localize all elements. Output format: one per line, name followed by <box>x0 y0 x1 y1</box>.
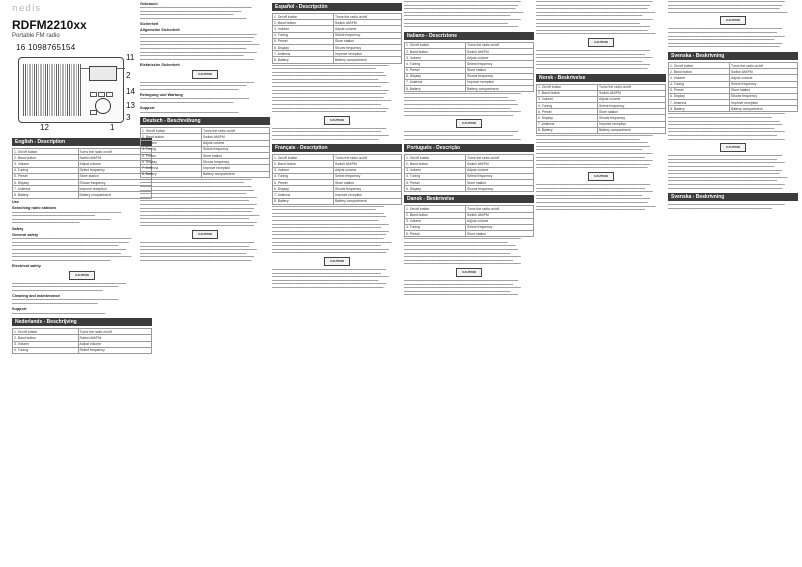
table-row: 7. Antenna Improve reception <box>273 51 402 57</box>
text-lines: ▬▬▬▬▬▬▬▬▬▬▬▬▬▬▬▬▬▬▬▬▬▬▬▬▬▬▬▬▬▬▬▬▬▬▬▬▬▬▬▬▬▬▬ ▬▬▬▬▬▬▬▬▬▬▬▬▬▬▬▬▬▬▬▬▬▬▬▬▬▬▬▬▬▬▬▬▬▬▬▬▬▬▬▬ ▬▬▬▬▬▬▬▬▬▬▬▬▬▬▬▬▬▬▬▬▬▬▬▬▬▬▬▬▬▬▬▬▬▬▬▬▬▬▬▬▬▬▬ ▬▬▬▬▬▬▬▬▬▬▬▬▬▬▬▬▬▬▬▬▬▬▬▬▬▬▬▬▬▬▬▬▬▬▬▬▬▬▬▬▬▬▬▬ ▬▬▬▬▬▬▬▬▬▬▬▬▬▬▬▬▬▬▬▬▬▬▬▬▬▬▬▬▬▬▬▬▬▬▬▬▬▬▬▬▬ ▬▬▬▬▬▬▬▬▬▬▬▬▬▬▬▬▬▬▬▬▬▬▬▬▬▬▬▬▬▬▬▬▬▬▬▬▬▬▬▬▬▬▬▬▬ ▬▬▬▬▬▬▬▬▬▬▬▬▬▬▬▬▬▬▬▬▬▬▬▬▬▬▬▬▬▬▬▬▬▬▬▬▬▬▬▬▬▬ ▬▬▬▬▬▬▬▬▬▬▬▬▬▬▬▬▬▬▬▬▬▬▬▬▬▬▬▬▬▬▬▬▬▬▬▬▬▬▬▬▬▬▬▬▬ ▬▬▬▬▬▬▬▬▬▬▬▬▬▬▬▬▬▬▬▬▬▬▬▬▬▬▬▬▬▬▬▬▬▬▬▬▬▬▬▬▬▬▬▬ ▬▬▬▬▬▬▬▬▬▬▬▬▬▬▬▬▬▬▬▬▬▬▬▬▬▬▬▬▬▬▬▬▬▬▬▬▬▬▬▬▬▬▬ ▬▬▬▬▬▬▬▬▬▬▬▬▬▬▬▬▬▬▬▬▬▬▬▬▬▬▬▬▬▬▬▬▬▬▬▬▬▬▬▬▬▬▬▬▬▬ ▬▬▬▬▬▬▬▬▬▬▬▬▬▬▬▬▬▬▬▬▬▬▬▬▬▬▬▬▬▬▬▬▬▬▬▬▬▬▬▬▬▬ ▬▬▬▬▬▬▬▬▬▬▬▬▬▬▬▬▬▬▬▬▬▬▬▬▬▬▬▬▬▬▬▬▬▬▬▬▬▬▬▬▬▬▬▬▬ ▬▬▬▬▬▬▬▬▬▬▬▬▬▬▬▬▬▬▬▬▬▬▬▬▬▬▬▬▬▬▬▬▬▬▬▬▬▬▬▬▬▬▬▬ <box>140 177 260 228</box>
table-row: 3. Volume Adjust volume <box>273 26 402 32</box>
caution-label: CAUTION <box>588 172 614 181</box>
spec-table-nl <box>12 328 152 354</box>
table-row: 1. On/off button Turns the radio on/off <box>273 14 402 20</box>
table-row: 3. Volume Adjust volume <box>273 167 402 173</box>
table-row: 3. Volume Adjust volume <box>405 55 534 61</box>
column-6 <box>668 0 798 567</box>
spec-table-es <box>272 13 402 64</box>
text-lines: ▬▬▬▬▬▬▬▬▬▬▬▬▬▬▬▬▬▬▬▬▬▬▬▬▬▬▬▬▬▬▬▬▬▬▬▬▬▬▬▬▬▬▬▬ ▬▬▬▬▬▬▬▬▬▬▬▬▬▬▬▬▬▬▬▬▬▬▬▬▬▬▬▬▬▬▬▬▬▬▬▬▬▬▬▬▬▬ ▬▬▬▬▬▬▬▬▬▬▬▬▬▬▬▬▬▬▬▬▬▬▬▬▬▬▬▬▬▬▬▬▬▬▬▬▬▬▬▬▬▬▬▬▬ ▬▬▬▬▬▬▬▬▬▬▬▬▬▬▬▬▬▬▬▬▬▬▬▬▬▬▬▬▬▬▬▬▬▬▬▬▬▬▬▬▬ ▬▬▬▬▬▬▬▬▬▬▬▬▬▬▬▬▬▬▬▬▬▬▬▬▬▬▬▬▬▬▬▬▬▬▬▬▬▬▬▬▬▬▬▬ ▬▬▬▬▬▬▬▬▬▬▬▬▬▬▬▬▬▬▬▬▬▬▬▬▬▬▬▬▬▬▬▬▬▬▬▬▬▬▬▬▬▬▬ ▬▬▬▬▬▬▬▬▬▬▬▬▬▬▬▬▬▬▬▬▬▬▬▬▬▬▬▬▬▬▬▬▬▬▬▬▬▬▬▬▬▬▬▬▬▬ ▬▬▬▬▬▬▬▬▬▬▬▬▬▬▬▬▬▬▬▬▬▬▬▬▬▬▬▬▬▬▬▬▬▬▬▬▬▬▬▬▬▬ ▬▬▬▬▬▬▬▬▬▬▬▬▬▬▬▬▬▬▬▬▬▬▬▬▬▬▬▬▬▬▬▬▬▬▬▬▬▬▬▬▬▬▬▬▬ ▬▬▬▬▬▬▬▬▬▬▬▬▬▬▬▬▬▬▬▬▬▬▬▬▬▬▬▬▬▬▬▬▬▬▬▬▬▬▬▬▬▬▬▬ <box>668 154 788 190</box>
heading-cleaning: Cleaning and maintenance <box>12 293 61 298</box>
callout-2: 2 <box>126 71 131 80</box>
table-row: 3. Volume Adjust volume <box>13 341 152 347</box>
callout-11: 11 <box>126 53 135 62</box>
caution-label: CAUTION <box>720 16 746 25</box>
table-row: 8. Battery Battery compartment <box>669 106 798 112</box>
table-row: 6. Display Shows frequency <box>273 186 402 192</box>
table-row: 4. Tuning Select frequency <box>141 146 270 152</box>
text-lines: ▬▬▬▬▬▬▬▬▬▬▬▬▬▬▬▬▬▬▬▬▬▬▬▬▬▬▬▬▬▬▬▬▬▬▬▬▬▬▬▬▬▬▬▬ ▬▬▬▬▬▬▬▬▬▬▬▬▬▬▬▬▬▬▬▬▬▬▬▬▬▬▬▬▬▬▬▬▬▬▬▬▬▬▬▬▬▬ ▬▬▬▬▬▬▬▬▬▬▬▬▬▬▬▬▬▬▬▬▬▬▬▬▬▬▬▬▬▬▬▬▬▬▬▬▬▬▬▬▬▬▬▬▬ ▬▬▬▬▬▬▬▬▬▬▬▬▬▬▬▬▬▬▬▬▬▬▬▬▬▬▬▬▬▬▬▬▬▬▬▬▬▬▬▬▬ ▬▬▬▬▬▬▬▬▬▬▬▬▬▬▬▬▬▬▬▬▬▬▬▬▬▬▬▬▬▬▬▬▬▬▬▬▬▬▬▬▬▬▬▬ <box>404 279 521 297</box>
caution-label: CAUTION <box>192 70 218 79</box>
table-row: 2. Band button Switch AM/FM <box>669 69 798 75</box>
section-header-es: Español - Descripción <box>272 3 402 11</box>
radio-body <box>18 57 124 123</box>
text-lines: ▬▬▬▬▬▬▬▬▬▬▬▬▬▬▬▬▬▬▬▬▬▬▬▬▬▬▬▬▬▬▬▬▬▬▬▬▬▬▬▬▬▬▬▬ ▬▬▬▬▬▬▬▬▬▬▬▬▬▬▬▬▬▬▬▬▬▬▬▬▬▬▬▬▬▬▬▬▬▬▬▬▬▬▬▬▬ ▬▬▬▬▬▬▬▬▬▬▬▬▬▬▬▬▬▬▬▬▬▬▬▬▬▬▬▬▬▬▬▬▬▬▬ <box>12 281 127 292</box>
text-lines: ▬▬▬▬▬▬▬▬▬▬▬▬▬▬▬▬▬▬▬▬▬▬▬▬▬▬▬▬▬▬▬▬▬▬▬▬▬▬▬▬▬▬▬▬ ▬▬▬▬▬▬▬▬▬▬▬▬▬▬▬▬▬▬▬▬▬▬▬▬▬▬▬▬▬▬▬▬▬▬▬▬▬▬▬▬▬▬ ▬▬▬▬▬▬▬▬▬▬▬▬▬▬▬▬▬▬▬▬▬▬▬▬▬▬▬▬▬▬▬▬▬▬▬▬▬▬▬▬▬▬▬▬▬ ▬▬▬▬▬▬▬▬▬▬▬▬▬▬▬▬▬▬▬▬▬▬▬▬▬▬▬▬▬▬▬▬▬▬▬▬▬▬▬▬▬ ▬▬▬▬▬▬▬▬▬▬▬▬▬▬▬▬▬▬▬▬▬▬▬▬▬▬▬▬▬▬▬▬▬▬▬▬▬▬▬▬▬▬▬▬ ▬▬▬▬▬▬▬▬▬▬▬▬▬▬▬▬▬▬▬▬▬▬▬▬▬▬▬▬▬▬▬▬▬▬▬▬▬▬▬▬▬▬▬ ▬▬▬▬▬▬▬▬▬▬▬▬▬▬▬▬▬▬▬▬▬▬▬▬▬▬▬▬▬▬▬▬▬▬▬▬▬▬▬▬▬▬▬▬▬▬ ▬▬▬▬▬▬▬▬▬▬▬▬▬▬▬▬▬▬▬▬▬▬▬▬▬▬▬▬▬▬▬▬▬▬▬▬▬▬▬▬▬▬ <box>536 182 656 212</box>
table-row: 6. Display Shows frequency <box>273 44 402 50</box>
caution-label: CAUTION <box>456 119 482 128</box>
table-row: 2. Band button Switch AM/FM <box>141 134 270 140</box>
section-header-dk: Dansk - Beskrivelse <box>404 195 534 203</box>
table-row: 1. On/off button Turns the radio on/off <box>13 149 152 155</box>
caution-label: CAUTION <box>192 230 218 239</box>
table-row: 6. Display Shows frequency <box>13 179 152 185</box>
table-row: 3. Volume Adjust volume <box>141 140 270 146</box>
radio-button <box>98 92 105 97</box>
table-row: 2. Band button Switch AM/FM <box>405 161 534 167</box>
caution-label: CAUTION <box>456 268 482 277</box>
table-row: 5. Preset Store station <box>405 67 534 73</box>
text-lines: ▬▬▬▬▬▬▬▬▬▬▬▬▬▬▬▬▬▬▬▬▬▬▬▬▬▬▬▬▬▬▬▬▬▬▬▬▬▬▬▬▬▬▬▬▬ ▬▬▬▬▬▬▬▬▬▬▬▬▬▬▬▬▬▬▬▬▬▬▬▬▬▬▬▬▬▬▬▬▬▬▬▬▬▬▬▬ ▬▬▬▬▬▬▬▬▬▬▬▬▬▬▬▬▬▬▬▬▬▬▬▬▬▬▬▬▬▬▬▬▬▬▬▬▬▬▬▬▬▬▬ ▬▬▬▬▬▬▬▬▬▬▬▬▬▬▬▬▬▬▬▬▬▬▬▬▬▬▬▬▬▬▬▬▬▬▬▬▬▬▬▬▬▬▬▬ ▬▬▬▬▬▬▬▬▬▬▬▬▬▬▬▬▬▬▬▬▬▬▬▬▬▬▬▬▬▬▬▬▬▬▬▬▬▬▬▬▬ ▬▬▬▬▬▬▬▬▬▬▬▬▬▬▬▬▬▬▬▬▬▬▬▬▬▬▬▬▬▬▬▬▬▬▬▬▬▬▬▬▬▬▬▬▬ ▬▬▬▬▬▬▬▬▬▬▬▬▬▬▬▬▬▬▬▬▬▬▬▬▬▬▬▬▬▬▬▬▬▬▬▬▬▬▬▬▬▬ ▬▬▬▬▬▬▬▬▬▬▬▬▬▬▬▬▬▬▬▬▬▬▬▬▬▬▬▬▬▬▬▬▬▬▬▬▬▬▬▬▬▬▬▬▬ ▬▬▬▬▬▬▬▬▬▬▬▬▬▬▬▬▬▬▬▬▬▬▬▬▬▬▬▬▬▬▬▬▬▬▬▬▬▬▬▬▬▬▬▬ ▬▬▬▬▬▬▬▬▬▬▬▬▬▬▬▬▬▬▬▬▬▬▬▬▬▬▬▬▬▬▬▬▬▬▬▬▬▬▬▬▬▬▬ <box>536 134 653 170</box>
text-lines: ▬▬▬▬▬▬▬▬▬▬▬▬▬▬▬▬▬▬▬▬▬▬▬▬▬▬▬▬▬▬▬▬▬▬▬▬▬▬▬▬▬▬▬▬▬ ▬▬▬▬▬▬▬▬▬▬▬▬▬▬▬▬▬▬▬▬▬▬▬▬▬▬▬▬▬▬▬▬▬▬▬▬▬▬▬▬▬▬▬▬ ▬▬▬▬▬▬▬▬▬▬▬▬▬▬▬▬▬▬▬▬▬▬▬▬▬▬▬▬▬▬▬▬▬▬▬▬▬▬▬▬▬▬▬ ▬▬▬▬▬▬▬▬▬▬▬▬▬▬▬▬▬▬▬▬▬▬▬▬▬▬▬▬▬▬▬▬▬▬▬▬▬▬▬▬▬▬▬▬▬▬ ▬▬▬▬▬▬▬▬▬▬▬▬▬▬▬▬▬▬▬▬▬▬▬▬▬▬▬▬▬▬▬▬▬▬▬▬▬▬▬▬▬ ▬▬▬▬▬▬▬▬▬▬▬▬▬▬▬▬▬▬▬▬▬▬▬▬▬▬▬▬▬▬▬▬▬▬▬▬▬▬▬▬▬▬▬▬▬ ▬▬▬▬▬▬▬▬▬▬▬▬▬▬▬▬▬▬▬▬▬▬▬▬▬▬▬▬▬▬▬▬▬▬▬▬▬▬▬▬ ▬▬▬▬▬▬▬▬▬▬▬▬▬▬▬▬▬▬▬▬▬▬▬▬▬▬▬▬▬▬▬▬▬▬▬▬▬▬▬▬▬▬▬▬ <box>140 32 260 61</box>
table-row: 4. Tuning Select frequency <box>405 61 534 67</box>
spec-table-no <box>536 84 666 135</box>
brand-logo: nedis <box>12 4 42 14</box>
top-callout-numbers: 16 1098765154 <box>16 43 76 52</box>
table-row: 7. Antenna Improve reception <box>141 165 270 171</box>
radio-illustration <box>12 43 140 135</box>
spec-table-de <box>140 127 270 178</box>
caution-label: CAUTION <box>324 116 350 125</box>
table-row: 1. On/off button Turns the radio on/off <box>537 84 666 90</box>
table-row: 4. Tuning Select frequency <box>13 347 152 353</box>
table-row: 1. On/off button Turns the radio on/off <box>405 42 534 48</box>
column-5 <box>536 0 666 567</box>
table-row: 5. Preset Store station <box>537 109 666 115</box>
table-row: 4. Tuning Select frequency <box>273 173 402 179</box>
table-row: 1. On/off button Turns the radio on/off <box>13 329 152 335</box>
table-row: 3. Volume Adjust volume <box>13 161 152 167</box>
table-row: 4. Tuning Select frequency <box>537 103 666 109</box>
text-lines: ▬▬▬▬▬▬▬▬▬▬▬▬▬▬▬▬▬▬▬▬▬▬▬▬▬▬▬▬▬▬▬▬▬▬▬▬▬▬▬▬▬▬▬▬▬ ▬▬▬▬▬▬▬▬▬▬▬▬▬▬▬▬▬▬▬▬▬▬▬▬▬▬▬▬▬▬▬▬▬▬▬▬▬▬▬▬ <box>668 203 785 210</box>
section-header-en: English - Description <box>12 138 152 146</box>
radio-display <box>89 66 117 81</box>
table-row: 1. On/off button Turns the radio on/off <box>273 155 402 161</box>
column-2 <box>140 0 270 567</box>
table-row: 8. Battery Battery compartment <box>273 57 402 63</box>
caution-label: CAUTION <box>324 257 350 266</box>
spec-table-dk <box>404 205 534 237</box>
table-row: 3. Volume Adjust volume <box>405 167 534 173</box>
spec-table-sv <box>668 62 798 113</box>
table-row: 1. On/off button Turns the radio on/off <box>669 62 798 68</box>
model-number: RDFM2210xx <box>12 18 87 32</box>
callout-1: 1 <box>110 123 115 132</box>
text-lines: ▬▬▬▬▬▬▬▬▬▬▬▬▬▬▬▬▬▬▬▬▬▬▬▬▬▬▬▬▬▬▬▬▬▬▬▬▬▬▬▬▬▬▬ ▬▬▬▬▬▬▬▬▬▬▬▬▬▬▬▬▬▬▬▬▬▬▬▬▬▬▬▬▬▬▬▬▬▬▬▬▬▬▬ ▬▬▬▬▬▬▬▬▬▬▬▬▬▬▬▬▬▬▬▬▬▬▬▬▬▬▬▬▬▬▬▬▬▬▬▬ ▬▬▬▬▬▬▬▬▬▬▬▬▬▬▬▬▬▬▬▬▬▬▬▬▬▬▬▬▬▬▬▬▬▬▬▬▬▬▬▬▬ <box>140 6 252 20</box>
table-row: 7. Antenna Improve reception <box>405 79 534 85</box>
text-lines: ▬▬▬▬▬▬▬▬▬▬▬▬▬▬▬▬▬▬▬▬▬▬▬▬▬▬▬▬▬▬▬▬▬▬▬▬▬▬▬▬▬▬▬▬ ▬▬▬▬▬▬▬▬▬▬▬▬▬▬▬▬▬▬▬▬▬▬▬▬▬▬▬▬▬▬▬▬▬▬▬▬▬▬▬▬▬▬ ▬▬▬▬▬▬▬▬▬▬▬▬▬▬▬▬▬▬▬▬▬▬▬▬▬▬▬▬▬▬▬▬▬▬▬▬▬▬▬▬▬▬▬▬▬ ▬▬▬▬▬▬▬▬▬▬▬▬▬▬▬▬▬▬▬▬▬▬▬▬▬▬▬▬▬▬▬▬▬▬▬▬▬▬▬▬▬ ▬▬▬▬▬▬▬▬▬▬▬▬▬▬▬▬▬▬▬▬▬▬▬▬▬▬▬▬▬▬▬▬▬▬▬▬▬▬▬▬▬▬▬▬ ▬▬▬▬▬▬▬▬▬▬▬▬▬▬▬▬▬▬▬▬▬▬▬▬▬▬▬▬▬▬▬▬▬▬▬▬▬▬▬▬▬▬▬ <box>536 48 653 70</box>
table-row: 5. Preset Store station <box>141 153 270 159</box>
spec-table-pt <box>404 154 534 192</box>
table-row: 4. Tuning Select frequency <box>13 167 152 173</box>
text-lines: ▬▬▬▬▬▬▬▬▬▬▬▬▬▬▬▬▬▬▬▬▬▬▬▬▬▬▬▬▬▬▬▬▬▬▬▬▬▬▬▬▬▬▬▬▬ ▬▬▬▬▬▬▬▬▬▬▬▬▬▬▬▬▬▬▬▬▬▬▬▬▬▬▬▬▬▬▬▬▬▬▬▬▬▬▬▬ ▬▬▬▬▬▬▬▬▬▬▬▬▬▬▬▬▬▬▬▬▬▬▬▬▬▬▬▬▬▬▬▬▬▬▬▬▬▬▬▬▬▬▬ ▬▬▬▬▬▬▬▬▬▬▬▬▬▬▬▬▬▬▬▬▬▬▬▬▬▬▬▬▬▬▬▬▬▬▬▬▬▬▬▬▬▬▬▬ ▬▬▬▬▬▬▬▬▬▬▬▬▬▬▬▬▬▬▬▬▬▬▬▬▬▬▬▬▬▬▬▬▬▬▬▬▬▬▬▬▬ ▬▬▬▬▬▬▬▬▬▬▬▬▬▬▬▬▬▬▬▬▬▬▬▬▬▬▬▬▬▬▬▬▬▬▬▬▬▬▬▬▬▬▬▬▬ ▬▬▬▬▬▬▬▬▬▬▬▬▬▬▬▬▬▬▬▬▬▬▬▬▬▬▬▬▬▬▬▬▬▬▬▬▬▬▬▬▬▬ ▬▬▬▬▬▬▬▬▬▬▬▬▬▬▬▬▬▬▬▬▬▬▬▬▬▬▬▬▬▬▬▬▬▬▬▬▬▬▬▬▬▬▬▬▬ <box>668 112 785 141</box>
table-row: 5. Preset Store station <box>405 179 534 185</box>
table-row: 1. On/off button Turns the radio on/off <box>405 155 534 161</box>
tuning-knob <box>95 98 111 114</box>
heading-general-safety: General safety <box>12 232 39 237</box>
text-lines: ▬▬▬▬▬▬▬▬▬▬▬▬▬▬▬▬▬▬▬▬▬▬▬▬▬▬▬▬▬▬▬▬▬▬▬▬▬▬▬▬▬ ▬▬▬▬▬▬▬▬▬▬▬▬▬▬▬▬▬▬▬▬▬▬▬▬▬▬▬▬▬▬▬▬▬ <box>12 298 119 305</box>
text-lines: ▬▬▬▬▬▬▬▬▬▬▬▬▬▬▬▬▬▬▬▬▬▬▬▬▬▬▬▬▬▬▬▬▬▬▬▬▬▬▬▬▬▬▬▬ ▬▬▬▬▬▬▬▬▬▬▬▬▬▬▬▬▬▬▬▬▬▬▬▬▬▬▬▬▬▬▬▬▬▬▬▬▬▬▬▬▬▬ ▬▬▬▬▬▬▬▬▬▬▬▬▬▬▬▬▬▬▬▬▬▬▬▬▬▬▬▬▬▬▬▬▬▬▬▬▬▬▬▬▬▬▬▬▬ <box>404 130 521 141</box>
table-row: 5. Preset Store station <box>273 179 402 185</box>
section-header-pt: Português - Descrição <box>404 144 534 152</box>
table-row: 6. Display Shows frequency <box>141 159 270 165</box>
heading-cleaning-de: Reinigung und Wartung <box>140 92 183 97</box>
table-row: 3. Volume Adjust volume <box>405 218 534 224</box>
spec-table-en <box>12 148 152 199</box>
section-header-no: Norsk - Beskrivelse <box>536 74 666 82</box>
column-1 <box>12 0 152 567</box>
table-row: 7. Antenna Improve reception <box>669 100 798 106</box>
heading-safety-de: Sicherheit <box>140 21 159 26</box>
text-lines: ▬▬▬▬▬▬▬▬▬▬▬▬▬▬▬▬▬▬▬▬▬▬▬▬▬▬▬▬▬▬▬▬▬▬▬▬▬▬ <box>140 110 239 114</box>
table-row: 2. Band button Switch AM/FM <box>13 155 152 161</box>
table-row: 5. Preset Store station <box>13 173 152 179</box>
text-lines: ▬▬▬▬▬▬▬▬▬▬▬▬▬▬▬▬▬▬▬▬▬▬▬▬▬▬▬▬▬▬▬▬▬▬▬▬▬▬▬▬▬▬▬▬▬ ▬▬▬▬▬▬▬▬▬▬▬▬▬▬▬▬▬▬▬▬▬▬▬▬▬▬▬▬▬▬▬▬▬▬▬▬▬▬▬▬▬▬▬▬ ▬▬▬▬▬▬▬▬▬▬▬▬▬▬▬▬▬▬▬▬▬▬▬▬▬▬▬▬▬▬▬▬▬▬▬▬▬▬▬▬▬▬▬ ▬▬▬▬▬▬▬▬▬▬▬▬▬▬▬▬▬▬▬▬▬▬▬▬▬▬▬▬▬▬▬▬▬▬▬▬▬▬▬▬▬▬▬▬▬▬ ▬▬▬▬▬▬▬▬▬▬▬▬▬▬▬▬▬▬▬▬▬▬▬▬▬▬▬▬▬▬▬▬▬▬▬▬▬▬▬▬▬ ▬▬▬▬▬▬▬▬▬▬▬▬▬▬▬▬▬▬▬▬▬▬▬▬▬▬▬▬▬▬▬▬▬▬▬▬▬▬▬▬▬▬▬▬▬ ▬▬▬▬▬▬▬▬▬▬▬▬▬▬▬▬▬▬▬▬▬▬▬▬▬▬▬▬▬▬▬▬▬▬▬▬▬▬▬▬ ▬▬▬▬▬▬▬▬▬▬▬▬▬▬▬▬▬▬▬▬▬▬▬▬▬▬▬▬▬▬▬▬▬▬▬▬▬▬▬▬▬▬▬▬ <box>404 0 524 29</box>
heading-general-de: Allgemeine Sicherheit <box>140 28 180 33</box>
heading-electrical-safety: Electrical safety <box>12 263 41 268</box>
table-row: 3. Volume Adjust volume <box>669 75 798 81</box>
radio-button <box>90 92 97 97</box>
table-row: 8. Battery Battery compartment <box>273 198 402 204</box>
text-lines: ▬▬▬▬▬▬▬▬▬▬▬▬▬▬▬▬▬▬▬▬▬▬▬▬▬▬▬▬▬▬▬▬▬▬▬▬▬▬▬▬▬▬▬ ▬▬▬▬▬▬▬▬▬▬▬▬▬▬▬▬▬▬▬▬▬▬▬▬▬▬▬▬▬▬▬▬▬▬▬▬▬▬▬▬ ▬▬▬▬▬▬▬▬▬▬▬▬▬▬▬▬▬▬▬▬▬▬▬▬▬▬▬▬▬▬▬▬▬▬▬▬▬▬▬▬▬▬▬ ▬▬▬▬▬▬▬▬▬▬▬▬▬▬▬▬▬▬▬▬▬▬▬▬▬▬▬▬▬▬▬▬▬▬▬▬▬▬▬▬▬▬▬▬ ▬▬▬▬▬▬▬▬▬▬▬▬▬▬▬▬▬▬▬▬▬▬▬▬▬▬▬▬▬▬▬▬▬▬▬▬▬▬▬▬▬ ▬▬▬▬▬▬▬▬▬▬▬▬▬▬▬▬▬▬▬▬▬▬▬▬▬▬▬▬▬▬▬▬▬▬▬▬▬▬▬▬▬▬▬▬▬ ▬▬▬▬▬▬▬▬▬▬▬▬▬▬▬▬▬▬▬▬▬▬▬▬▬▬▬▬▬▬▬▬▬▬▬▬▬▬▬▬▬▬ ▬▬▬▬▬▬▬▬▬▬▬▬▬▬▬▬▬▬▬▬▬▬▬▬▬▬▬▬▬▬▬▬▬▬▬▬▬▬▬▬▬▬▬▬▬ ▬▬▬▬▬▬▬▬▬▬▬▬▬▬▬▬▬▬▬▬▬▬▬▬▬▬▬▬▬▬▬▬▬▬▬▬▬▬▬▬▬▬▬▬ ▬▬▬▬▬▬▬▬▬▬▬▬▬▬▬▬▬▬▬▬▬▬▬▬▬▬▬▬▬▬▬▬▬▬▬▬▬▬▬▬▬▬▬ ▬▬▬▬▬▬▬▬▬▬▬▬▬▬▬▬▬▬▬▬▬▬▬▬▬▬▬▬▬▬▬▬▬▬▬▬▬▬▬▬▬▬▬▬▬▬ ▬▬▬▬▬▬▬▬▬▬▬▬▬▬▬▬▬▬▬▬▬▬▬▬▬▬▬▬▬▬▬▬▬▬▬▬▬▬▬▬▬▬ ▬▬▬▬▬▬▬▬▬▬▬▬▬▬▬▬▬▬▬▬▬▬▬▬▬▬▬▬▬▬▬▬▬▬▬▬▬▬▬▬▬▬▬▬▬ ▬▬▬▬▬▬▬▬▬▬▬▬▬▬▬▬▬▬▬▬▬▬▬▬▬▬▬▬▬▬▬▬▬▬▬▬▬▬▬▬▬▬▬▬ <box>272 204 392 255</box>
table-row: 6. Display Shows frequency <box>405 73 534 79</box>
heading-use: Use <box>12 200 19 204</box>
caution-label: CAUTION <box>69 271 95 280</box>
section-header-nl: Nederlands - Beschrijving <box>12 318 152 326</box>
heading-support: Support <box>12 307 27 312</box>
table-row: 6. Display Shows frequency <box>405 186 534 192</box>
table-row: 8. Battery Battery compartment <box>141 171 270 177</box>
table-row: 2. Band button Switch AM/FM <box>273 161 402 167</box>
table-row: 5. Preset Store station <box>669 87 798 93</box>
table-row: 5. Preset Store station <box>405 231 534 237</box>
table-row: 1. On/off button Turns the radio on/off <box>141 128 270 134</box>
table-row: 8. Battery Battery compartment <box>13 192 152 198</box>
section-header-it: Italiano - Descrizione <box>404 32 534 40</box>
heading-support-de: Support <box>140 106 155 111</box>
text-lines: ▬▬▬▬▬▬▬▬▬▬▬▬▬▬▬▬▬▬▬▬▬▬▬▬▬▬▬▬▬▬▬▬▬▬▬▬▬▬▬▬▬▬▬▬ ▬▬▬▬▬▬▬▬▬▬▬▬▬▬▬▬▬▬▬▬▬▬▬▬▬▬▬▬▬▬▬▬▬▬▬▬▬▬▬▬▬▬ ▬▬▬▬▬▬▬▬▬▬▬▬▬▬▬▬▬▬▬▬▬▬▬▬▬▬▬▬▬▬▬▬▬▬▬▬▬▬▬▬▬▬▬▬▬ ▬▬▬▬▬▬▬▬▬▬▬▬▬▬▬▬▬▬▬▬▬▬▬▬▬▬▬▬▬▬▬▬▬▬▬▬▬▬▬▬▬ ▬▬▬▬▬▬▬▬▬▬▬▬▬▬▬▬▬▬▬▬▬▬▬▬▬▬▬▬▬▬▬▬▬▬▬▬▬▬▬▬▬▬▬▬ ▬▬▬▬▬▬▬▬▬▬▬▬▬▬▬▬▬▬▬▬▬▬▬▬▬▬▬▬▬▬▬▬▬▬▬▬▬▬▬▬▬▬▬ <box>668 27 785 49</box>
text-lines: ▬▬▬▬▬▬▬▬▬▬▬▬▬▬▬▬▬▬▬▬▬▬▬▬▬▬▬▬▬▬▬▬▬▬▬▬▬▬▬▬▬▬ ▬▬▬▬▬▬▬▬▬▬▬▬▬▬▬▬▬▬▬▬▬▬▬▬▬▬▬▬▬▬▬▬ ▬▬▬▬▬▬▬▬▬▬▬▬▬▬▬▬▬▬▬▬▬▬▬▬▬▬▬▬▬▬▬▬▬▬▬▬▬▬ ▬▬▬▬▬▬▬▬▬▬▬▬▬▬▬▬▬▬▬▬▬▬▬▬▬▬ <box>12 210 121 225</box>
text-lines: ▬▬▬▬▬▬▬▬▬▬▬▬▬▬▬▬▬▬▬▬▬▬▬▬▬▬▬▬▬▬▬▬▬▬▬▬▬▬▬▬▬▬▬▬▬ ▬▬▬▬▬▬▬▬▬▬▬▬▬▬▬▬▬▬▬▬▬▬▬▬▬▬▬▬▬▬▬▬▬▬▬▬▬▬▬▬ ▬▬▬▬▬▬▬▬▬▬▬▬▬▬▬▬▬▬▬▬▬▬▬▬▬▬▬▬▬▬▬▬▬▬▬▬▬▬▬▬▬▬▬ ▬▬▬▬▬▬▬▬▬▬▬▬▬▬▬▬▬▬▬▬▬▬▬▬▬▬▬▬▬▬▬▬▬▬▬▬▬▬▬▬▬▬▬▬ ▬▬▬▬▬▬▬▬▬▬▬▬▬▬▬▬▬▬▬▬▬▬▬▬▬▬▬▬▬▬▬▬▬▬▬▬▬▬▬▬▬ ▬▬▬▬▬▬▬▬▬▬▬▬▬▬▬▬▬▬▬▬▬▬▬▬▬▬▬▬▬▬▬▬▬▬▬▬▬▬▬▬▬▬▬▬▬ ▬▬▬▬▬▬▬▬▬▬▬▬▬▬▬▬▬▬▬▬▬▬▬▬▬▬▬▬▬▬▬▬▬▬▬▬▬▬▬▬▬▬ ▬▬▬▬▬▬▬▬▬▬▬▬▬▬▬▬▬▬▬▬▬▬▬▬▬▬▬▬▬▬▬▬▬▬▬▬▬▬▬▬▬▬▬▬▬ ▬▬▬▬▬▬▬▬▬▬▬▬▬▬▬▬▬▬▬▬▬▬▬▬▬▬▬▬▬▬▬▬▬▬▬▬▬▬▬▬▬▬▬▬ ▬▬▬▬▬▬▬▬▬▬▬▬▬▬▬▬▬▬▬▬▬▬▬▬▬▬▬▬▬▬▬▬▬▬▬▬▬▬▬▬▬▬▬ ▬▬▬▬▬▬▬▬▬▬▬▬▬▬▬▬▬▬▬▬▬▬▬▬▬▬▬▬▬▬▬▬▬▬▬▬▬▬▬▬▬▬▬▬▬▬ ▬▬▬▬▬▬▬▬▬▬▬▬▬▬▬▬▬▬▬▬▬▬▬▬▬▬▬▬▬▬▬▬▬▬▬▬▬▬▬▬▬▬ ▬▬▬▬▬▬▬▬▬▬▬▬▬▬▬▬▬▬▬▬▬▬▬▬▬▬▬▬▬▬▬▬▬▬▬▬▬▬▬▬▬▬▬▬▬ ▬▬▬▬▬▬▬▬▬▬▬▬▬▬▬▬▬▬▬▬▬▬▬▬▬▬▬▬▬▬▬▬▬▬▬▬▬▬▬▬▬▬▬▬ <box>272 63 392 114</box>
text-lines: ▬▬▬▬▬▬▬▬▬▬▬▬▬▬▬▬▬▬▬▬▬▬▬▬▬▬▬▬▬▬▬▬▬▬▬▬▬▬▬▬▬▬▬▬▬ ▬▬▬▬▬▬▬▬▬▬▬▬▬▬▬▬▬▬▬▬▬▬▬▬▬▬▬▬▬▬▬▬▬▬▬▬▬▬▬▬▬▬▬▬ ▬▬▬▬▬▬▬▬▬▬▬▬▬▬▬▬▬▬▬▬▬▬▬▬▬▬▬▬▬▬▬▬▬▬▬▬▬▬▬▬▬▬▬ ▬▬▬▬▬▬▬▬▬▬▬▬▬▬▬▬▬▬▬▬▬▬▬▬▬▬▬▬▬▬▬▬▬▬▬▬▬▬▬▬▬▬▬▬▬▬ <box>668 0 788 14</box>
text-lines: ▬▬▬▬▬▬▬▬▬▬▬▬▬▬▬▬▬▬▬▬▬▬▬▬▬▬▬▬▬▬▬▬▬▬▬▬▬▬▬▬▬▬▬▬ ▬▬▬▬▬▬▬▬▬▬▬▬▬▬▬▬▬▬▬▬▬▬▬▬▬▬▬▬▬▬▬▬▬▬▬▬▬▬▬▬▬▬ ▬▬▬▬▬▬▬▬▬▬▬▬▬▬▬▬▬▬▬▬▬▬▬▬▬▬▬▬▬▬▬▬▬▬▬▬▬▬▬▬▬▬▬▬▬ ▬▬▬▬▬▬▬▬▬▬▬▬▬▬▬▬▬▬▬▬▬▬▬▬▬▬▬▬▬▬▬▬▬▬▬▬▬▬▬▬▬ <box>272 126 389 141</box>
table-row: 2. Band button Switch AM/FM <box>405 212 534 218</box>
table-row: 8. Battery Battery compartment <box>405 86 534 92</box>
table-row: 2. Band button Switch AM/FM <box>537 90 666 96</box>
table-row: 2. Band button Switch AM/FM <box>273 20 402 26</box>
section-header-fr: Français - Description <box>272 144 402 152</box>
callout-12: 12 <box>40 123 49 132</box>
table-row: 6. Display Shows frequency <box>537 115 666 121</box>
text-lines: ▬▬▬▬▬▬▬▬▬▬▬▬▬▬▬▬▬▬▬▬▬▬▬▬▬▬▬▬▬▬▬▬▬▬▬▬▬▬▬▬▬▬ ▬▬▬▬▬▬▬▬▬▬▬▬▬▬▬▬▬▬▬▬▬▬▬▬▬▬▬▬▬▬▬▬▬▬▬▬ <box>140 97 249 104</box>
heading-electrical-de: Elektrische Sicherheit <box>140 62 180 67</box>
heading-safety: Safety <box>12 226 24 231</box>
table-row: 7. Antenna Improve reception <box>537 121 666 127</box>
table-row: 2. Band button Switch AM/FM <box>13 335 152 341</box>
table-row: 1. On/off button Turns the radio on/off <box>405 206 534 212</box>
column-4 <box>404 0 534 567</box>
table-row: 6. Display Shows frequency <box>669 93 798 99</box>
table-row: 7. Antenna Improve reception <box>273 192 402 198</box>
table-row: 7. Antenna Improve reception <box>13 186 152 192</box>
speaker-grille <box>23 64 81 116</box>
callout-3: 3 <box>126 113 131 122</box>
spec-table-it <box>404 42 534 93</box>
section-header-de: Deutsch - Beschreibung <box>140 117 270 125</box>
table-row: 4. Tuning Select frequency <box>273 32 402 38</box>
table-row: 5. Preset Store station <box>273 38 402 44</box>
caution-label: CAUTION <box>720 143 746 152</box>
table-row: 4. Tuning Select frequency <box>405 224 534 230</box>
caution-label: CAUTION <box>588 38 614 47</box>
radio-button <box>106 92 113 97</box>
text-lines: ▬▬▬▬▬▬▬▬▬▬▬▬▬▬▬▬▬▬▬▬▬▬▬▬▬▬▬▬▬▬▬▬▬▬▬▬ <box>12 311 106 315</box>
text-lines: ▬▬▬▬▬▬▬▬▬▬▬▬▬▬▬▬▬▬▬▬▬▬▬▬▬▬▬▬▬▬▬▬▬▬▬▬▬▬▬▬▬▬▬▬▬ ▬▬▬▬▬▬▬▬▬▬▬▬▬▬▬▬▬▬▬▬▬▬▬▬▬▬▬▬▬▬▬▬▬▬▬▬▬▬▬▬▬▬▬▬ ▬▬▬▬▬▬▬▬▬▬▬▬▬▬▬▬▬▬▬▬▬▬▬▬▬▬▬▬▬▬▬▬▬▬▬▬▬▬▬▬▬▬▬ ▬▬▬▬▬▬▬▬▬▬▬▬▬▬▬▬▬▬▬▬▬▬▬▬▬▬▬▬▬▬▬▬▬▬▬▬▬▬▬▬▬▬▬▬▬▬ ▬▬▬▬▬▬▬▬▬▬▬▬▬▬▬▬▬▬▬▬▬▬▬▬▬▬▬▬▬▬▬▬▬▬▬▬▬▬▬▬▬ ▬▬▬▬▬▬▬▬▬▬▬▬▬▬▬▬▬▬▬▬▬▬▬▬▬▬▬▬▬▬▬▬▬▬▬▬▬▬▬▬▬▬▬▬▬ ▬▬▬▬▬▬▬▬▬▬▬▬▬▬▬▬▬▬▬▬▬▬▬▬▬▬▬▬▬▬▬▬▬▬▬▬▬▬▬▬ ▬▬▬▬▬▬▬▬▬▬▬▬▬▬▬▬▬▬▬▬▬▬▬▬▬▬▬▬▬▬▬▬▬▬▬▬▬▬▬▬▬▬▬▬ ▬▬▬▬▬▬▬▬▬▬▬▬▬▬▬▬▬▬▬▬▬▬▬▬▬▬▬▬▬▬▬▬▬▬▬▬▬▬▬▬▬▬▬ ▬▬▬▬▬▬▬▬▬▬▬▬▬▬▬▬▬▬▬▬▬▬▬▬▬▬▬▬▬▬▬▬▬▬▬▬▬▬▬▬▬▬▬▬▬▬ <box>536 0 656 36</box>
heading-use-de: Gebrauch <box>140 1 158 6</box>
text-lines: ▬▬▬▬▬▬▬▬▬▬▬▬▬▬▬▬▬▬▬▬▬▬▬▬▬▬▬▬▬▬▬▬▬▬▬▬▬▬▬▬▬▬▬▬▬▬ ▬▬▬▬▬▬▬▬▬▬▬▬▬▬▬▬▬▬▬▬▬▬▬▬▬▬▬▬▬▬▬▬▬▬▬▬▬▬▬▬▬▬▬▬▬ ▬▬▬▬▬▬▬▬▬▬▬▬▬▬▬▬▬▬▬▬▬▬▬▬▬▬▬▬▬▬▬▬▬▬▬▬▬▬▬▬▬ ▬▬▬▬▬▬▬▬▬▬▬▬▬▬▬▬▬▬▬▬▬▬▬▬▬▬▬▬▬▬▬▬▬▬▬▬▬▬▬▬▬▬▬▬ ▬▬▬▬▬▬▬▬▬▬▬▬▬▬▬▬▬▬▬▬▬▬▬▬▬▬▬▬▬▬▬▬▬▬▬▬▬▬▬▬▬▬ ▬▬▬▬▬▬▬▬▬▬▬▬▬▬▬▬▬▬▬▬▬▬▬▬▬▬▬▬▬▬▬▬▬▬▬▬▬▬▬▬▬▬▬▬▬▬ ▬▬▬▬▬▬▬▬▬▬▬▬▬▬▬▬▬▬▬▬▬▬▬▬▬▬▬▬▬▬▬▬▬▬▬▬▬▬ <box>12 237 132 262</box>
table-row: 2. Band button Switch AM/FM <box>405 48 534 54</box>
callout-14: 14 <box>126 87 135 96</box>
callout-13: 13 <box>126 101 135 110</box>
product-subtitle: Portable FM radio <box>12 33 60 39</box>
radio-buttons <box>89 84 117 92</box>
spec-table-fr <box>272 154 402 205</box>
text-lines: ▬▬▬▬▬▬▬▬▬▬▬▬▬▬▬▬▬▬▬▬▬▬▬▬▬▬▬▬▬▬▬▬▬▬▬▬▬▬▬▬▬▬▬▬ ▬▬▬▬▬▬▬▬▬▬▬▬▬▬▬▬▬▬▬▬▬▬▬▬▬▬▬▬▬▬▬▬▬▬▬▬▬▬▬▬▬▬ ▬▬▬▬▬▬▬▬▬▬▬▬▬▬▬▬▬▬▬▬▬▬▬▬▬▬▬▬▬▬▬▬▬▬▬▬▬▬▬▬▬▬▬▬▬ ▬▬▬▬▬▬▬▬▬▬▬▬▬▬▬▬▬▬▬▬▬▬▬▬▬▬▬▬▬▬▬▬▬▬▬▬▬▬▬▬▬ ▬▬▬▬▬▬▬▬▬▬▬▬▬▬▬▬▬▬▬▬▬▬▬▬▬▬▬▬▬▬▬▬▬▬▬▬▬▬▬▬▬▬▬▬ ▬▬▬▬▬▬▬▬▬▬▬▬▬▬▬▬▬▬▬▬▬▬▬▬▬▬▬▬▬▬▬▬▬▬▬▬▬▬▬▬▬▬▬ <box>140 241 257 263</box>
text-lines: ▬▬▬▬▬▬▬▬▬▬▬▬▬▬▬▬▬▬▬▬▬▬▬▬▬▬▬▬▬▬▬▬▬▬▬▬▬▬▬▬▬▬▬▬ ▬▬▬▬▬▬▬▬▬▬▬▬▬▬▬▬▬▬▬▬▬▬▬▬▬▬▬▬▬▬▬▬▬▬▬▬▬▬▬▬▬ ▬▬▬▬▬▬▬▬▬▬▬▬▬▬▬▬▬▬▬▬▬▬▬▬▬▬▬▬▬▬▬▬▬▬▬▬▬▬ <box>140 80 255 91</box>
column-3 <box>272 0 402 567</box>
table-row: 4. Tuning Select frequency <box>405 173 534 179</box>
table-row: 8. Battery Battery compartment <box>537 127 666 133</box>
section-header-sv: Svenska - Beskrivning <box>668 52 798 60</box>
text-lines: ▬▬▬▬▬▬▬▬▬▬▬▬▬▬▬▬▬▬▬▬▬▬▬▬▬▬▬▬▬▬▬▬▬▬▬▬▬▬▬▬▬▬▬▬▬ ▬▬▬▬▬▬▬▬▬▬▬▬▬▬▬▬▬▬▬▬▬▬▬▬▬▬▬▬▬▬▬▬▬▬▬▬▬▬▬▬ ▬▬▬▬▬▬▬▬▬▬▬▬▬▬▬▬▬▬▬▬▬▬▬▬▬▬▬▬▬▬▬▬▬▬▬▬▬▬▬▬▬▬▬ ▬▬▬▬▬▬▬▬▬▬▬▬▬▬▬▬▬▬▬▬▬▬▬▬▬▬▬▬▬▬▬▬▬▬▬▬▬▬▬▬▬▬▬▬ ▬▬▬▬▬▬▬▬▬▬▬▬▬▬▬▬▬▬▬▬▬▬▬▬▬▬▬▬▬▬▬▬▬▬▬▬▬▬▬▬▬ ▬▬▬▬▬▬▬▬▬▬▬▬▬▬▬▬▬▬▬▬▬▬▬▬▬▬▬▬▬▬▬▬▬▬▬▬▬▬▬▬▬▬▬▬▬ ▬▬▬▬▬▬▬▬▬▬▬▬▬▬▬▬▬▬▬▬▬▬▬▬▬▬▬▬▬▬▬▬▬▬▬▬▬▬▬▬▬▬ ▬▬▬▬▬▬▬▬▬▬▬▬▬▬▬▬▬▬▬▬▬▬▬▬▬▬▬▬▬▬▬▬▬▬▬▬▬▬▬▬▬▬▬▬▬ <box>404 237 521 266</box>
table-row: 3. Volume Adjust volume <box>537 96 666 102</box>
section-header-se: Svenska - Beskrivning <box>668 193 798 201</box>
text-lines: ▬▬▬▬▬▬▬▬▬▬▬▬▬▬▬▬▬▬▬▬▬▬▬▬▬▬▬▬▬▬▬▬▬▬▬▬▬▬▬▬▬▬▬▬ ▬▬▬▬▬▬▬▬▬▬▬▬▬▬▬▬▬▬▬▬▬▬▬▬▬▬▬▬▬▬▬▬▬▬▬▬▬▬▬▬▬▬ ▬▬▬▬▬▬▬▬▬▬▬▬▬▬▬▬▬▬▬▬▬▬▬▬▬▬▬▬▬▬▬▬▬▬▬▬▬▬▬▬▬▬▬▬▬ ▬▬▬▬▬▬▬▬▬▬▬▬▬▬▬▬▬▬▬▬▬▬▬▬▬▬▬▬▬▬▬▬▬▬▬▬▬▬▬▬▬ ▬▬▬▬▬▬▬▬▬▬▬▬▬▬▬▬▬▬▬▬▬▬▬▬▬▬▬▬▬▬▬▬▬▬▬▬▬▬▬▬▬▬▬▬ ▬▬▬▬▬▬▬▬▬▬▬▬▬▬▬▬▬▬▬▬▬▬▬▬▬▬▬▬▬▬▬▬▬▬▬▬▬▬▬▬▬▬▬ <box>272 268 389 289</box>
table-row: 4. Tuning Select frequency <box>669 81 798 87</box>
heading-tune: Searching radio stations <box>12 206 57 211</box>
text-lines: ▬▬▬▬▬▬▬▬▬▬▬▬▬▬▬▬▬▬▬▬▬▬▬▬▬▬▬▬▬▬▬▬▬▬▬▬▬▬▬▬▬▬▬▬▬ ▬▬▬▬▬▬▬▬▬▬▬▬▬▬▬▬▬▬▬▬▬▬▬▬▬▬▬▬▬▬▬▬▬▬▬▬▬▬▬▬ ▬▬▬▬▬▬▬▬▬▬▬▬▬▬▬▬▬▬▬▬▬▬▬▬▬▬▬▬▬▬▬▬▬▬▬▬▬▬▬▬▬▬▬ ▬▬▬▬▬▬▬▬▬▬▬▬▬▬▬▬▬▬▬▬▬▬▬▬▬▬▬▬▬▬▬▬▬▬▬▬▬▬▬▬▬▬▬▬ ▬▬▬▬▬▬▬▬▬▬▬▬▬▬▬▬▬▬▬▬▬▬▬▬▬▬▬▬▬▬▬▬▬▬▬▬▬▬▬▬▬ ▬▬▬▬▬▬▬▬▬▬▬▬▬▬▬▬▬▬▬▬▬▬▬▬▬▬▬▬▬▬▬▬▬▬▬▬▬▬▬▬▬▬▬▬▬ ▬▬▬▬▬▬▬▬▬▬▬▬▬▬▬▬▬▬▬▬▬▬▬▬▬▬▬▬▬▬▬▬▬▬▬▬▬▬▬▬▬▬ <box>404 92 521 117</box>
